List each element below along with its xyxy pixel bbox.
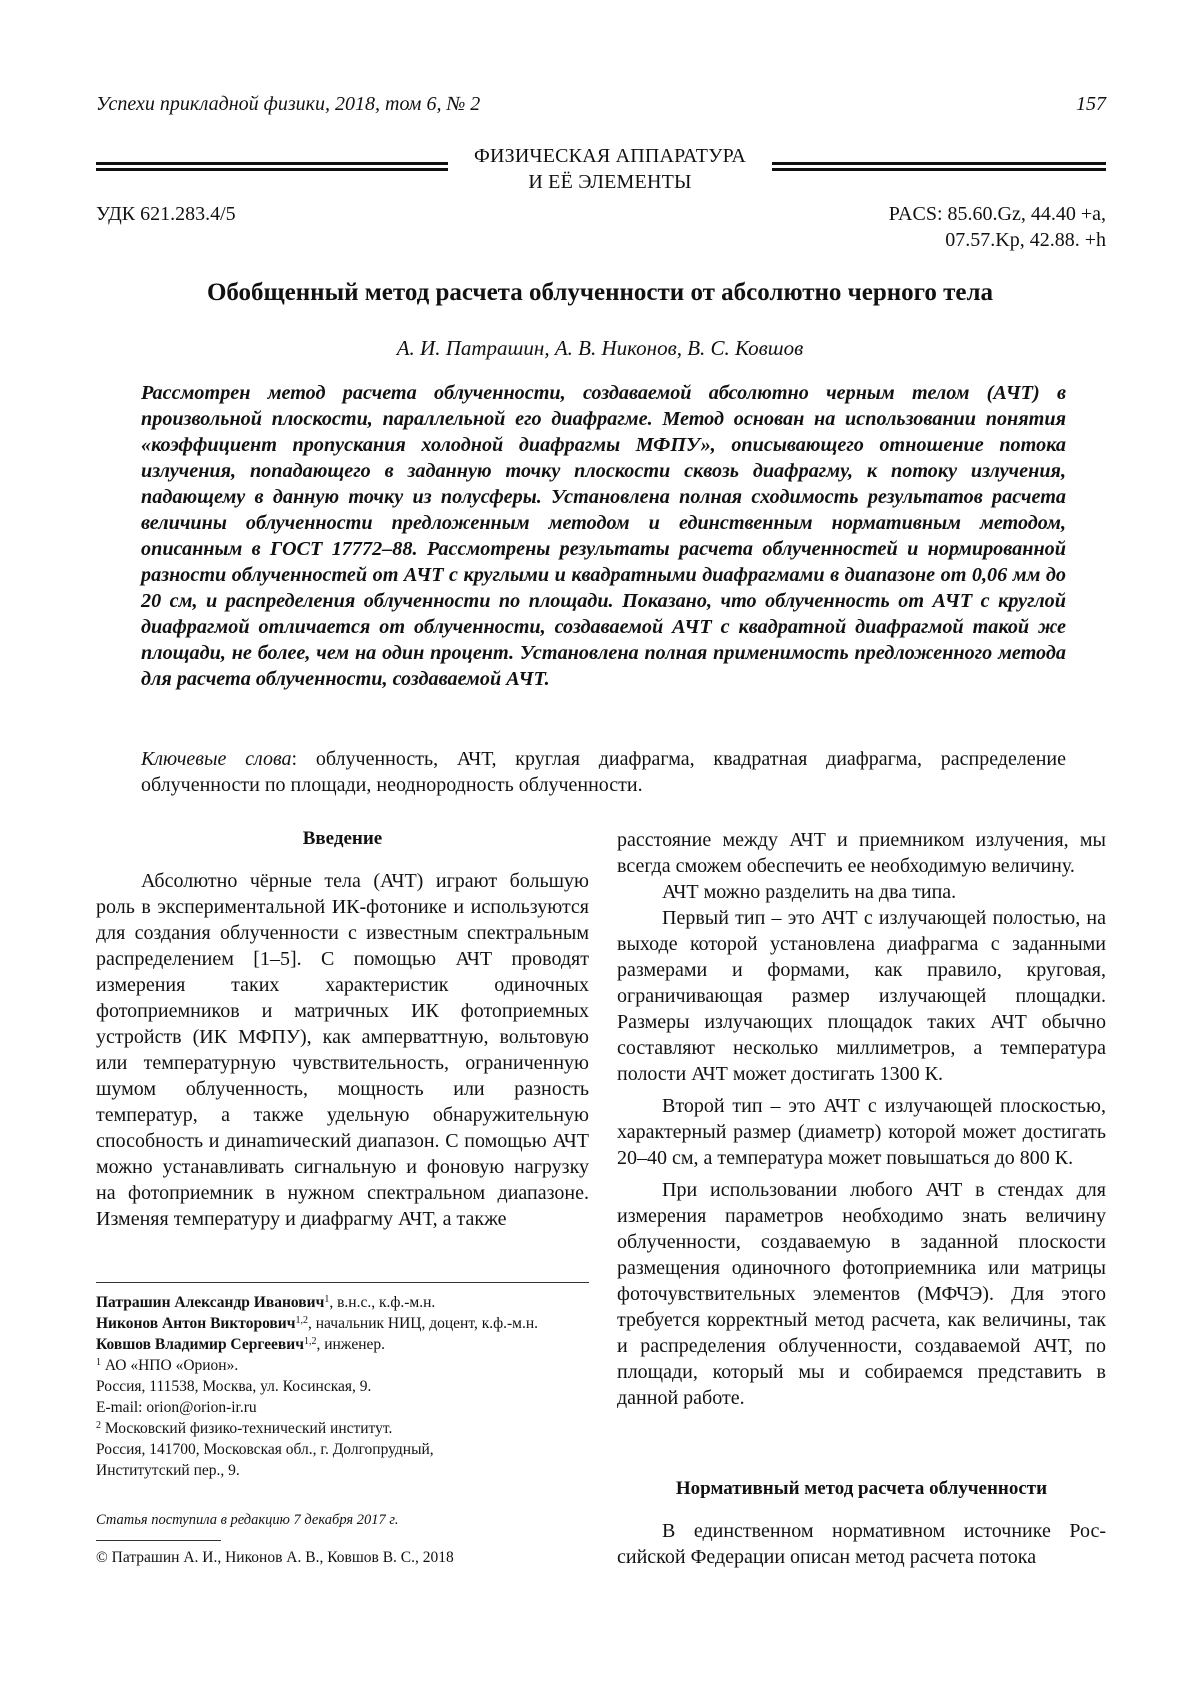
rubric-line-1: ФИЗИЧЕСКАЯ АППАРАТУРА [474, 145, 746, 167]
journal-header: Успехи прикладной физики, 2018, том 6, № 2 [96, 93, 481, 115]
section-heading-normative-method: Нормативный метод расчета облученности [675, 1478, 1048, 1499]
author-footnote [96, 1292, 589, 1481]
rubric-rule-left [96, 162, 448, 171]
right-column-text [617, 827, 1106, 1411]
copyright-separator [96, 1540, 221, 1541]
right-column-text-2 [617, 1518, 1106, 1570]
footnote-author-3 [96, 1334, 589, 1355]
udc-code: УДК 621.283.4/5 [96, 203, 236, 225]
paragraph-second-type: Второй тип – это АЧТ с излучающей плоскостью, характерный размер (диаметр) которой может достигать 20–40 см, а температура может повышаться до 800 К. [617, 1095, 1106, 1169]
keywords-label: Ключевые слова [141, 748, 292, 770]
footnote-separator [96, 1282, 589, 1283]
article-authors: А. И. Патрашин, А. В. Никонов, В. С. Ковшов [396, 336, 804, 360]
author-2-name: Никонов Антон Викторович [96, 1315, 296, 1332]
affiliation-2-address-2: Институтский пер., 9. [96, 1462, 240, 1479]
author-2-sup: 1,2 [295, 1315, 308, 1326]
footnote-author-2 [96, 1313, 589, 1334]
paragraph-normative: В единственном нормативном источнике Российской Федерации описан метод расчета потока [617, 1520, 1106, 1568]
paragraph-first-type: Первый тип – это АЧТ с излучающей полостью, на выходе которой установлена диафрагма с заданными размерами и формами, как правило, круговая, ограничивающая размер излучающей площадки. Размеры излучающих площадок таких АЧТ обычно составляют несколько миллиметров, а температура полости АЧТ может достигать 1300 К. [617, 907, 1106, 1085]
pacs-line-2: 07.57.Kp, 42.88. +h [945, 229, 1106, 251]
rubric-rule-right [772, 162, 1106, 171]
footnote-author-1 [96, 1292, 589, 1313]
affiliation-2 [96, 1418, 589, 1439]
rubric [448, 143, 772, 195]
affiliation-1-email: E-mail: orion@orion-ir.ru [96, 1399, 257, 1416]
affiliation-2-sup: 2 [96, 1420, 101, 1431]
affiliation-1 [96, 1355, 589, 1376]
left-column-text [96, 868, 589, 1232]
affiliation-2-name: Московский физико-технический институт. [104, 1420, 393, 1437]
affiliation-1-sup: 1 [96, 1357, 101, 1368]
author-1-name: Патрашин Александр Иванович [96, 1294, 325, 1311]
received-date: Статья поступила в редакцию 7 декабря 2017 г. [96, 1512, 399, 1528]
section-heading-introduction: Введение [302, 828, 383, 849]
author-2-role: , начальник НИЦ, доцент, к.ф.-м.н. [307, 1315, 539, 1332]
author-3-sup: 1,2 [303, 1336, 317, 1347]
affiliation-1-address: Россия, 111538, Москва, ул. Косинская, 9. [96, 1378, 372, 1395]
copyright: © Патрашин А. И., Никонов А. В., Ковшов В. С., 2018 [96, 1549, 454, 1566]
affiliation-1-name: АО «НПО «Орион». [104, 1357, 239, 1374]
paragraph-two-types: АЧТ можно разделить на два типа. [662, 881, 957, 903]
rubric-line-2: И ЕЁ ЭЛЕМЕНТЫ [528, 171, 692, 193]
page-number: 157 [1076, 93, 1106, 115]
paragraph-usage: При использовании любого АЧТ в стендах для измерения параметров необходимо знать величину облученности, создаваемую в заданной плоскости размещения одиночного фотоприемника или матрицы фоточувствительных элементов (МФЧЭ). Для этого требуется корректный метод расчета, как величины, так и распределения облученности, создаваемой АЧТ, по площади, который мы и собираемся представить в данной работе. [617, 1179, 1106, 1409]
intro-paragraph: Абсолютно чёрные тела (АЧТ) играют большую роль в экспериментальной ИК-фотонике и используются для создания облученности с известным спектральным распределением [1–5]. С помощью АЧТ проводят измерения таких характеристик одиночных фотоприемников и матричных ИК фотоприемных устройств (ИК МФПУ), как амперваттную, вольтовую или температурную чувствительность, ограниченную шумом облученность, мощность или разность температур, а также удельную обнаружительную способность и динаmический диапазон. С помощью АЧТ можно устанавливать сигнальную и фоновую нагрузку на фотоприемник в нужном спектральном диапазоне. Изменяя температуру и диафрагму АЧТ, а также [96, 870, 589, 1230]
abstract: Рассмотрен метод расчета облученности, создаваемой абсолютно черным телом (АЧТ) в произвольной плоскости, параллельной его диафрагме. Метод основан на использовании понятия «коэффициент пропускания холодной диафрагмы МФПУ», описывающего отношение потока излучения, попадающего в заданную точку плоскости сквозь диафрагму, к потоку излучения, падающему в данную точку из полусферы. Установлена полная сходимость результатов расчета величины облученности предложенным методом и единственным нормативным методом, описанным в ГОСТ 17772–88. Рассмотрены результаты расчета облученностей и нормированной разности облученностей от АЧТ с круглыми и квадратными диафрагмами в диапазоне от 0,06 мм до 20 см, и распределения облученности по площади. Показано, что облученность от АЧТ с круглой диафрагмой отличается от облученности, создаваемой АЧТ с квадратной диафрагмой такой же площади, не более, чем на один процент. Установлена полная применимость предложенного метода для расчета облученности, создаваемой АЧТ. [141, 382, 1066, 690]
paragraph-continuation: расстояние между АЧТ и приемником излучения, мы всегда сможем обеспечить ее необходимую величину. [617, 829, 1106, 877]
keywords-text: : облученность, АЧТ, круглая диафрагма, квадратная диафрагма, распределение облученности по площади, неоднородность облученности. [141, 748, 1067, 796]
author-1-sup: 1 [324, 1294, 330, 1305]
author-3-role: , инженер. [316, 1336, 385, 1353]
affiliation-2-address-1: Россия, 141700, Московская обл., г. Долгопрудный, [96, 1441, 434, 1458]
keywords [141, 746, 1066, 798]
article-title: Обобщенный метод расчета облученности от абсолютно черного тела [206, 279, 994, 306]
pacs-line-1: PACS: 85.60.Gz, 44.40 +a, [888, 203, 1106, 225]
pacs-codes [889, 201, 1106, 253]
author-3-name: Ковшов Владимир Сергеевич [96, 1336, 304, 1353]
author-1-role: , в.н.с., к.ф.-м.н. [329, 1294, 436, 1311]
